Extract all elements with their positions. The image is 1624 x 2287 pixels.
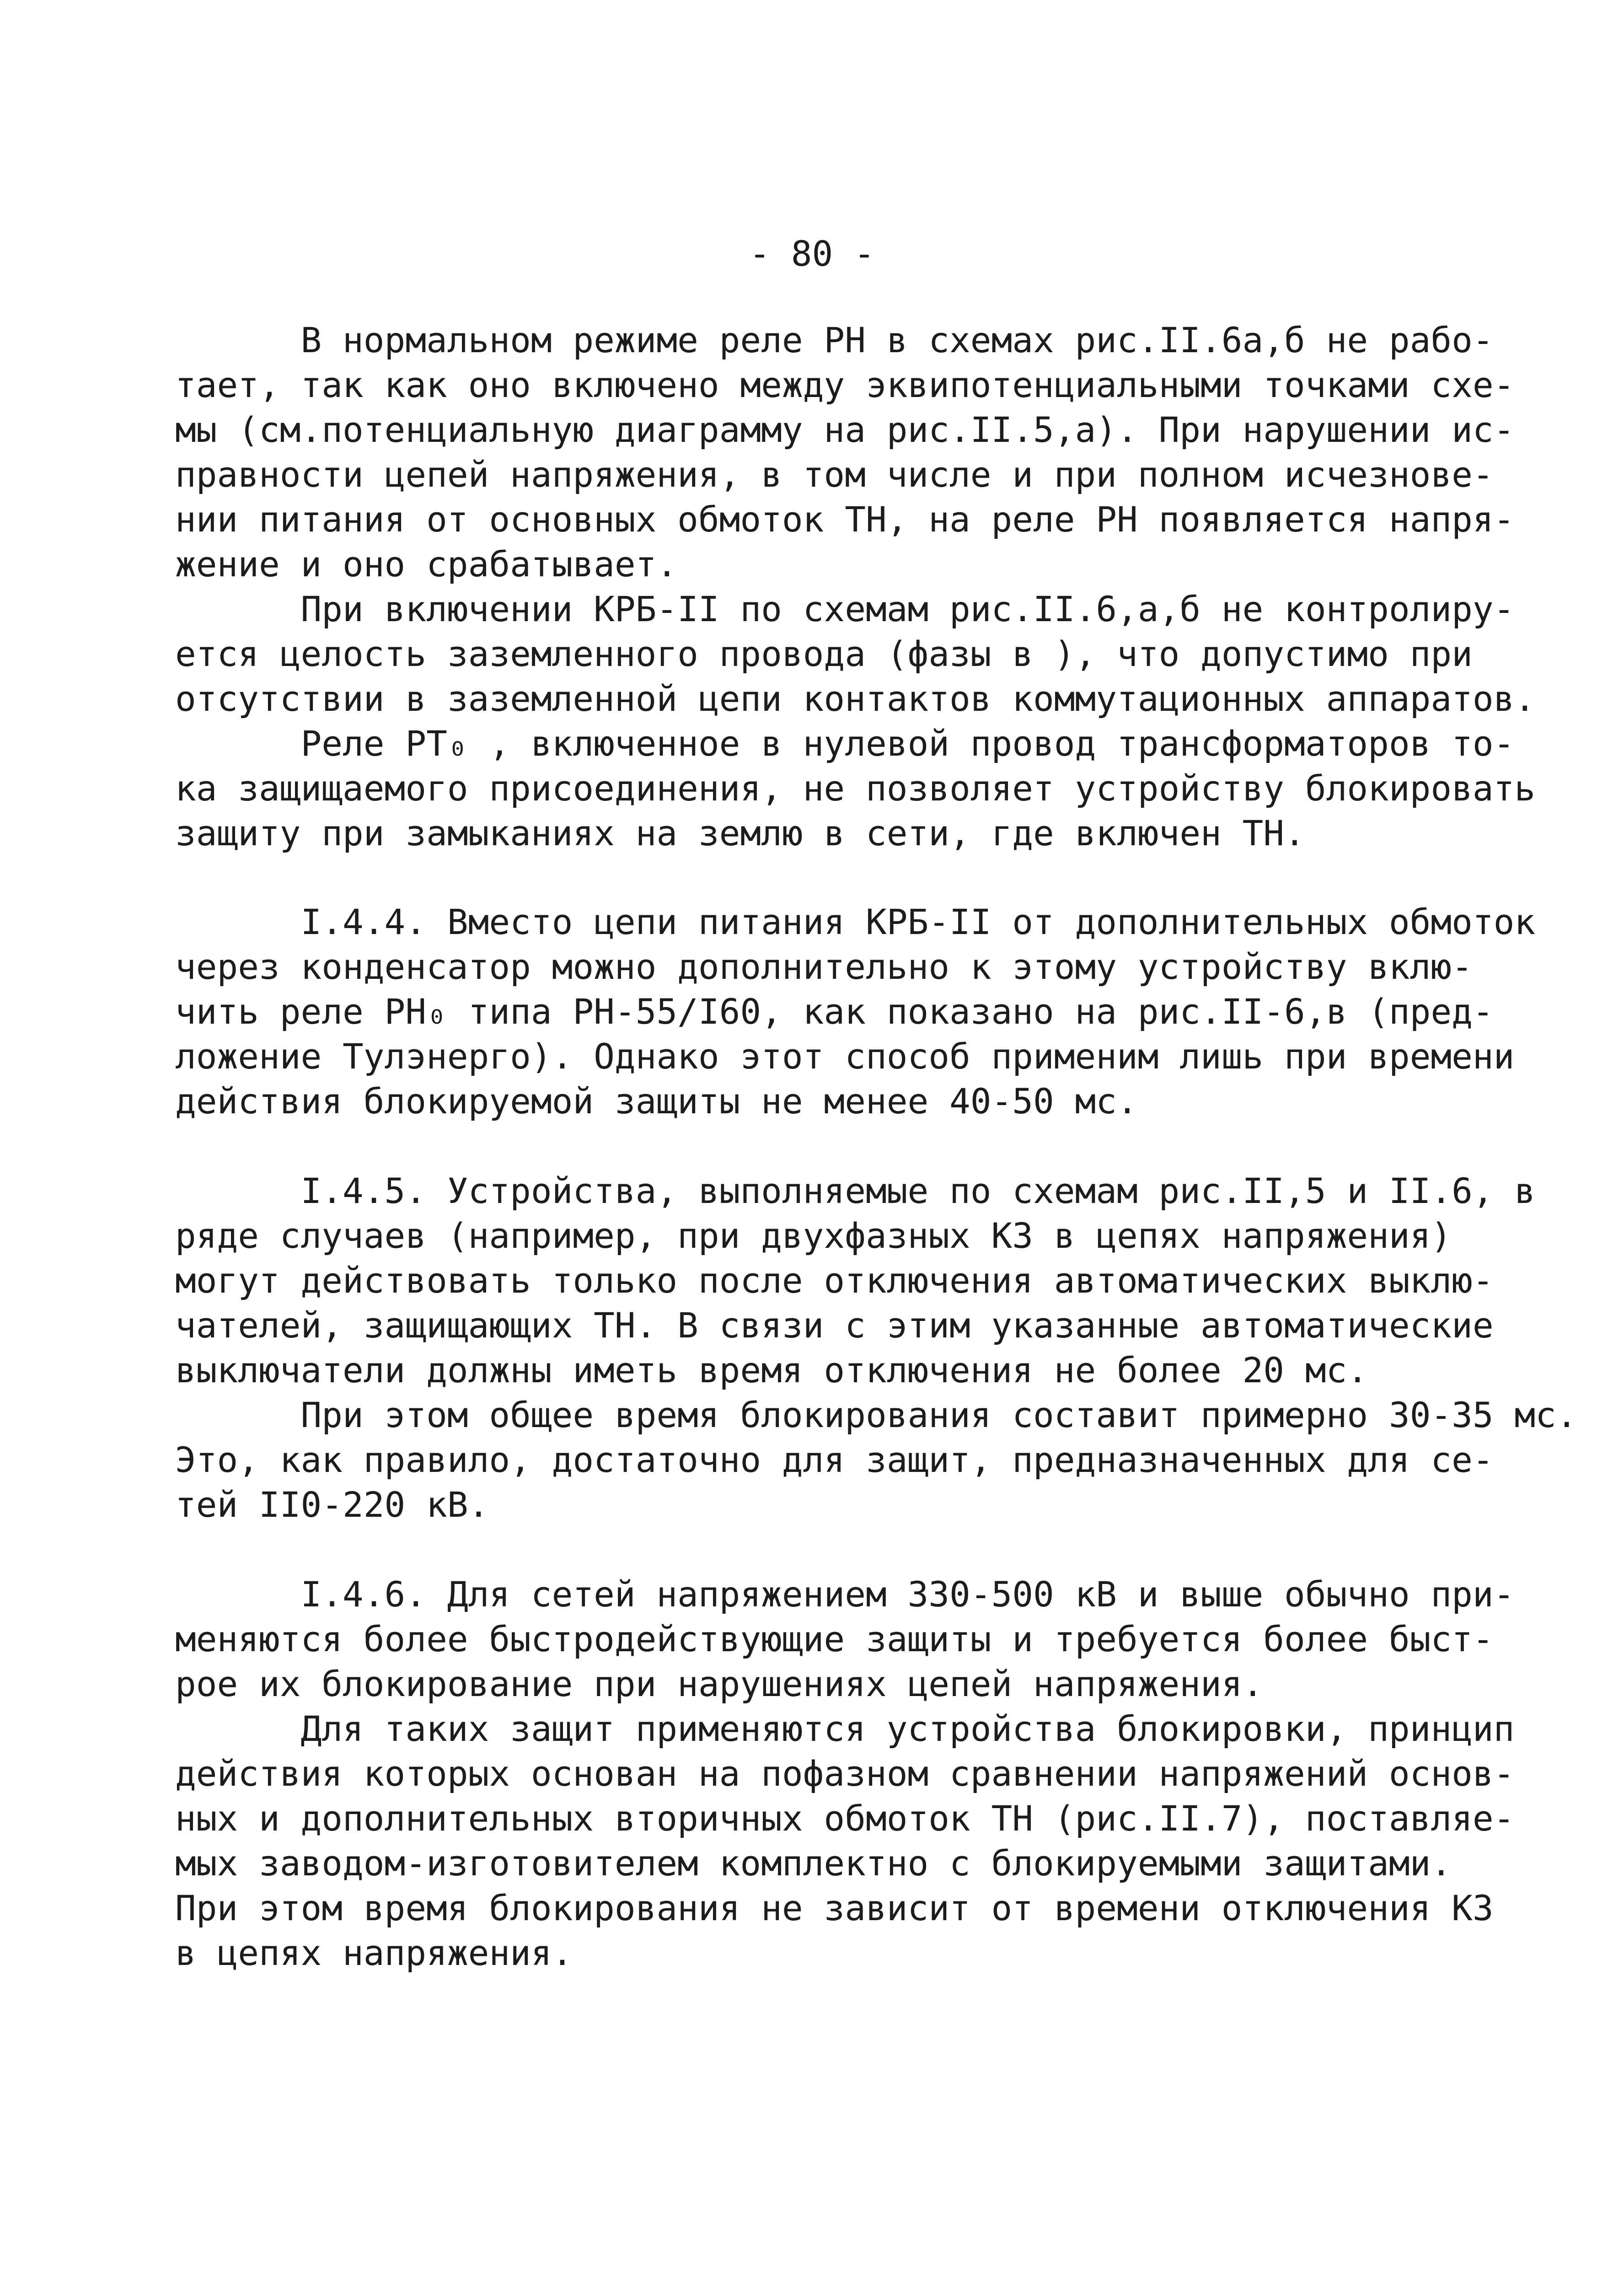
text-line: ных и дополнительных вторичных обмоток ТН (рис.II.7), поставляе- <box>175 1798 1515 1839</box>
text-line: В нормальном режиме реле PH в схемах рис.II.6а,б не рабо- <box>175 320 1494 360</box>
text-line: I.4.4. Вместо цепи питания КРБ-II от дополнительных обмоток <box>175 902 1536 942</box>
text-line: защиту при замыканиях на землю в сети, где включен ТН. <box>175 813 1305 854</box>
text-line: Реле PT₀ , включенное в нулевой провод трансформаторов то- <box>175 723 1515 764</box>
text-line: ряде случаев (например, при двухфазных КЗ в цепях напряжения) <box>175 1215 1452 1256</box>
text-line: Для таких защит применяются устройства блокировки, принцип <box>175 1708 1515 1749</box>
paragraph <box>175 721 1536 856</box>
text-line: в цепях напряжения. <box>175 1933 573 1973</box>
text-line: I.4.6. Для сетей напряжением 330-500 кВ и выше обычно при- <box>175 1574 1515 1615</box>
text-line: выключатели должны иметь время отключения не более 20 мс. <box>175 1350 1368 1390</box>
paragraph <box>175 900 1536 1124</box>
text-line: чить реле РН₀ типа РН-55/I60, как показано на рис.II-6,в (пред- <box>175 991 1494 1032</box>
text-line: ка защищаемого присоединения, не позволяет устройству блокировать <box>175 768 1536 809</box>
text-line: правности цепей напряжения, в том числе и при полном исчезнове- <box>175 454 1494 495</box>
text-line: Это, как правило, достаточно для защит, предназначенных для се- <box>175 1439 1494 1480</box>
text-line: мы (см.потенциальную диаграмму на рис.II.5,а). При нарушении ис- <box>175 409 1515 450</box>
paragraph <box>175 318 1515 587</box>
text-line: тает, так как оно включено между эквипотенциальными точками схе- <box>175 365 1515 405</box>
text-line: отсутствии в заземленной цепи контактов коммутационных аппаратов. <box>175 678 1536 719</box>
text-line: При этом время блокирования не зависит от времени отключения КЗ <box>175 1888 1494 1928</box>
text-line: жение и оно срабатывает. <box>175 544 678 585</box>
text-line: мых заводом-изготовителем комплектно с блокируемыми защитами. <box>175 1843 1452 1884</box>
text-line: действия блокируемой защиты не менее 40-50 мс. <box>175 1081 1138 1122</box>
paragraph <box>175 1707 1515 1976</box>
text-line: действия которых основан на пофазном сравнении напряжений основ- <box>175 1753 1515 1794</box>
text-line: чателей, защищающих ТН. В связи с этим указанные автоматические <box>175 1305 1494 1346</box>
paragraph <box>175 1169 1536 1393</box>
text-line: через конденсатор можно дополнительно к этому устройству вклю- <box>175 946 1473 987</box>
text-line: меняются более быстродействующие защиты и требуется более быст- <box>175 1619 1494 1659</box>
paragraph <box>175 1393 1577 1527</box>
text-line: ется целость заземленного провода (фазы в ), что допустимо при <box>175 633 1473 674</box>
text-line: При этом общее время блокирования составит примерно 30-35 мс. <box>175 1395 1577 1435</box>
text-line: могут действовать только после отключения автоматических выклю- <box>175 1260 1494 1301</box>
text-line: нии питания от основных обмоток ТН, на реле PH появляется напря- <box>175 499 1515 540</box>
text-line: При включении КРБ-II по схемам рис.II.6,а,б не контролиру- <box>175 589 1515 629</box>
text-line: I.4.5. Устройства, выполняемые по схемам рис.II,5 и II.6, в <box>175 1170 1536 1211</box>
text-line: рое их блокирование при нарушениях цепей напряжения. <box>175 1664 1264 1704</box>
text-line: тей II0-220 кВ. <box>175 1484 489 1525</box>
paragraph <box>175 587 1536 721</box>
page-number: - 80 - <box>749 233 875 274</box>
paragraph <box>175 1572 1515 1707</box>
text-line: ложение Тулэнерго). Однако этот способ применим лишь при времени <box>175 1036 1515 1077</box>
